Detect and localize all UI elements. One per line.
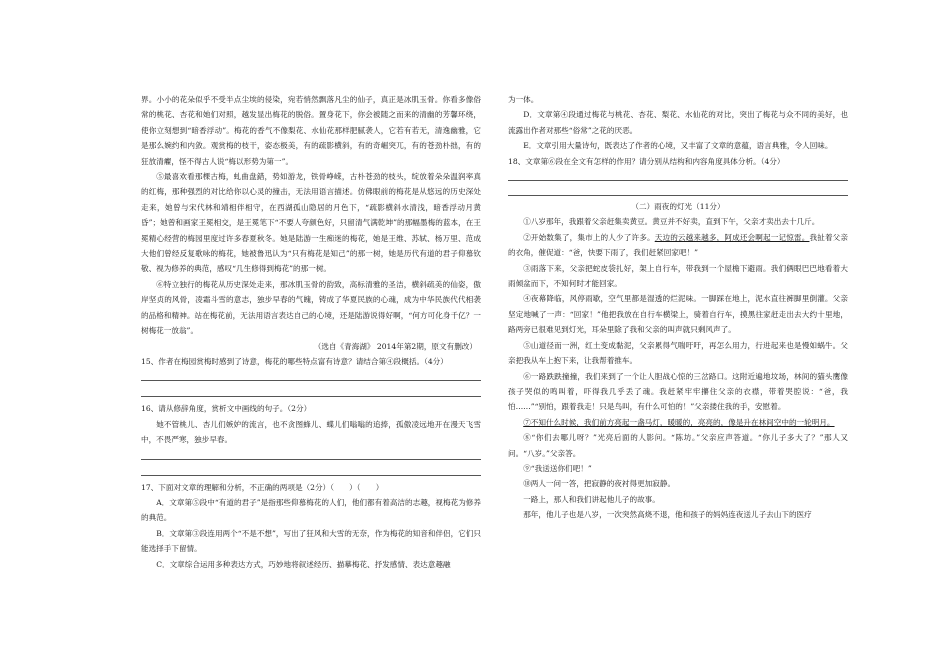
question-18: 18、文章第⑥段在全文有怎样的作用？请分别从结构和内容角度具体分析。（4分） — [508, 156, 785, 166]
paragraph-4-continued: 界。小小的花朵似乎不受半点尘埃的侵染，宛若悄然飘落凡尘的仙子，真正是冰肌玉骨。你看多像俗常的桃花、杏花和她们对照，越发显出梅花的脱俗。置身花下，你会被随之而来的清幽的芳馨环绕，使你立刻想到“暗香浮动”。梅花的香气不像梨花、水仙花那样肥腻袭人，它若有若无，清逸幽雅，它是那么婉约和内敛。观赏梅的枝干，姿态极美，有的疏影横斜，有的奇崛突兀，有的苍劲朴拙，有的狂放清癯，怪不得古人说“梅以形势为第一”。 — [141, 95, 481, 166]
answer-line[interactable] — [508, 169, 848, 181]
answer-line[interactable] — [141, 448, 481, 460]
answer-line[interactable] — [508, 184, 848, 196]
story-paragraph-2 — [508, 230, 848, 261]
question-15: 15、作者在梅园赏梅时感到了诗意，梅花的哪些特点富有诗意？请结合第④段概括。（4分） — [141, 356, 448, 366]
option-a: A．文章第⑤段中“有道的君子”是指那些仰慕梅花的人们，他们都有着高洁的志趣，视梅花为修养的典范。 — [141, 497, 481, 523]
underlined-sentence: ⑦不知什么时候，我们前方亮起一盏马灯，暖暖的，亮亮的，像是升在林间空中的一轮明月。 — [523, 417, 835, 427]
story-paragraph-4: ④夜幕降临，风停雨歇，空气里都是湿透的烂泥味。一脚踩在地上，泥水直往裤脚里倒灌。父亲坚定地喊了一声：“回家！”他把我放在自行车横梁上，骑着自行车，摸黑往家赶走出去大约十里地，路两旁已很难见到灯光，耳朵里除了我和父亲的叫声就只剩风声了。 — [508, 294, 848, 335]
underlined-sentence: 天边的云越来越多，阿成还会啊起一记惊雷。 — [654, 232, 810, 242]
story-paragraph-1: ①八岁那年，我跟着父亲赶集卖黄豆。黄豆并不好卖，直到下午，父亲才卖出去十几斤。 — [523, 217, 820, 227]
paragraph-5: ⑤最喜欢看那棵古梅，虬曲盘錯，势如游龙，铁骨峥嵘，古朴苍劲的枝头，绽放着朵朵温润率真的红梅，那种强烈的对比给你以心灵的撞击，无法用语言描述。仿佛眼前的梅花是从悠远的历史深处走来，她曾与宋代林和靖相伴相守，在西湖孤山隐居的月色下，“疏影横斜水清浅，暗香浮动月黄昏”；她曾和画家王冕相交，是王冕笔下“不要人夸颜色好，只留清气满乾坤”的那幅墨梅的蓝本，在王冕精心经营的梅园里度过许多春夏秋冬。她是陆游一生痴迷的梅花，她是王维、苏轼、杨万里、范成大他们曾经反复歌咏的梅花，她被鲁迅认为“只有梅花是知己”的那一树，她是历代有道的君子仰慕钦敬、视为修养的典范，感叹“几生修得到梅花”的那一树。 — [141, 172, 481, 274]
story-paragraph-5: ⑤山道径而一洲，红土变成黏泥，父亲累得气喘吁吁，再怎么用力，行进起来也是慢如蜗牛。父亲把我从车上抱下来，让我帮着推车。 — [508, 340, 848, 366]
story-text: ②开始数集了，集市上的人少了许多。 — [523, 232, 655, 242]
left-column — [141, 92, 481, 572]
option-d: D．文章第④段通过梅花与桃花、杏花、梨花、水仙花的对比，突出了梅花与众不同的美好，也流露出作者对那些“俗常”之花的厌恶。 — [508, 110, 848, 135]
question-16: 16、请从修辞角度，赏析文中画线的句子。（2分） — [141, 404, 312, 414]
story-paragraph-3: ③雨落下来，父亲把蛇皮袋扎好，架上自行车，带我到一个屋檐下避雨。我们俩眼巴巴地看着大雨倾盆而下，不知何时才能回家。 — [508, 263, 848, 289]
story-paragraph-10: ⑩两人一问一答，把寂静的夜衬得更加寂静。 — [523, 479, 676, 489]
option-b: B．文章第③段连用两个“不是不想”，写出了狂风和大雪的无奈，作为梅花的知音和伴侣，它们只能选择手下留情。 — [141, 528, 481, 554]
source-note: （选自《青海湖》 2014年第2期，原文有删改） — [313, 341, 477, 351]
right-column — [508, 92, 848, 523]
question-17: 17、下面对文章的理解和分析，不正确的两项是（2分）（ ）（ ） — [141, 482, 384, 492]
story-paragraph-11: 一路上，那人和我们讲起他儿子的故事。 — [523, 494, 660, 504]
option-c: C．文章综合运用多种表达方式，巧妙地将叙述经历、描摹梅花、抒发感情、表达意趣融 — [156, 559, 451, 569]
story-text: 我扯着父亲的衣角，催促道：“爸，快要下雨了，我们赶紧回家吧！” — [508, 232, 849, 258]
answer-line[interactable] — [141, 385, 481, 397]
section-title: （二）雨夜的灯光（11分） — [631, 202, 725, 212]
option-c-continued: 为一体。 — [508, 95, 539, 104]
answer-line[interactable] — [141, 464, 481, 476]
story-paragraph-12: 那年，他儿子也是八岁，一次突然高烧不退，他和孩子的妈妈连夜送儿子去山下的医疗 — [523, 510, 812, 520]
question-16-quote: 她不管桃儿、杏儿们嫉妒的流言，也不贪图蜂儿、蝶儿们嗡嗡的追捧，孤傲凌远地开在漫天飞雪中，不畏严寒，独步早春。 — [141, 419, 481, 445]
answer-line[interactable] — [141, 369, 481, 381]
story-paragraph-6: ⑥一路跌跌撞撞，我们来到了一个让人胆战心惊的三岔路口。这附近遍地坟场，林间的猫头鹰像孩子哭似的鸣叫着，吓得我几乎丢了魂。我赶紧牢牢攥住父亲的衣襟，带着哭腔说：“爸，我怕……”“别怕，跟着我走！只是鸟叫，有什么可怕的！”父亲搂住我的手，安慰着。 — [508, 371, 848, 412]
story-paragraph-8: ⑧“你们去哪儿呀？”光亮后面的人影问。“陈坊。”父亲应声答道。“你儿子多大了？”那人又问。“八岁。”父亲答。 — [508, 433, 848, 458]
option-e: E．文章引用大量诗句，既表达了作者的心境，又丰富了文章的意蕴，语言典雅，令人回味。 — [523, 141, 833, 151]
story-paragraph-7 — [508, 415, 848, 430]
paragraph-6: ⑥特立独行的梅花从历史深处走来，那冰肌玉骨的韵致，高标清雅的圣洁，横斜疏美的仙姿，傲岸坚贞的风骨，凌霜斗雪的意志，独步早春的气魄，铸成了华夏民族的心魂，成为中华民族代代相袭的品格和精神。站在梅花前，无法用语言表达自己的心境，还是陆游说得好啊，“何方可化身千亿？一树梅花一放翁”。 — [141, 279, 481, 336]
story-paragraph-9: ⑨“我送送你们吧！” — [523, 463, 592, 473]
